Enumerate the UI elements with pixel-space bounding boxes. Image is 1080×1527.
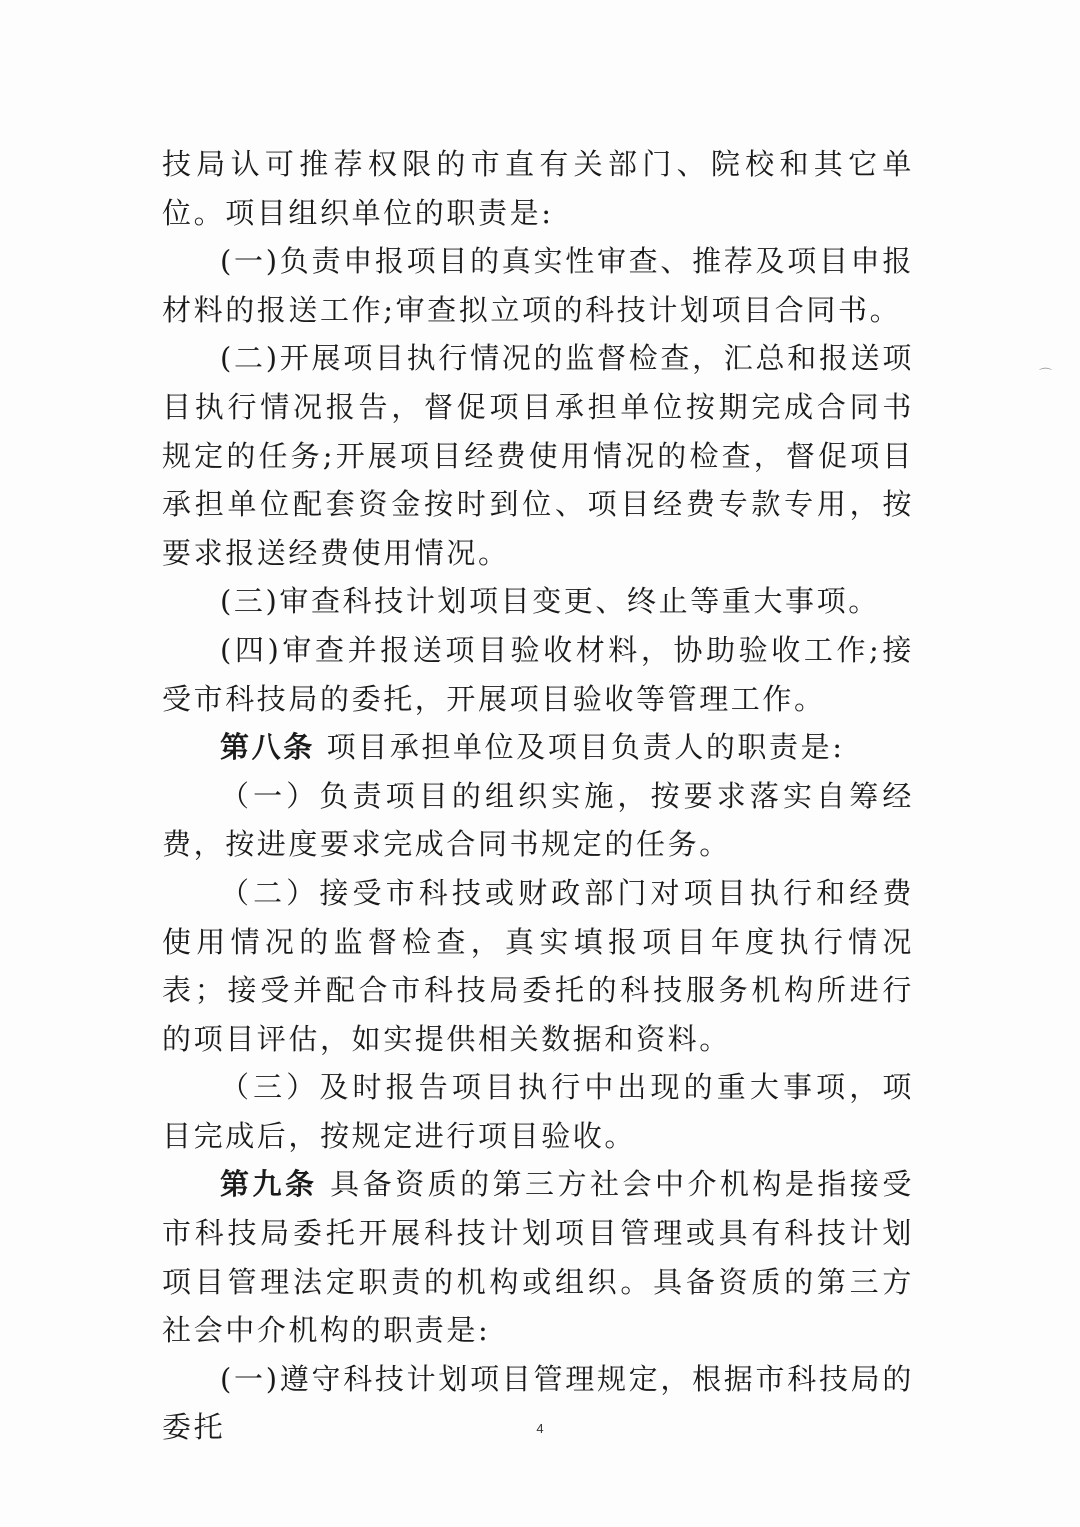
paragraph-text: 项目承担单位及项目负责人的职责是: [314,730,845,765]
paragraph-duty-4 [162,626,914,723]
paragraph-text: （二）接受市科技或财政部门对项目执行和经费使用情况的监督检查，真实填报项目年度执行情况表；接受并配合市科技局委托的科技服务机构所进行的项目评估，如实提供相关数据和资料。 [162,875,914,1056]
page-number: 4 [536,1421,544,1436]
paragraph-text: 具备资质的第三方社会中介机构是指接受市科技局委托开展科技计划项目管理或具有科技计划项目管理法定职责的机构或组织。具备资质的第三方社会中介机构的职责是: [162,1167,914,1348]
paragraph-article-9 [162,1160,914,1354]
paragraph-article-8-item-2 [162,869,914,1063]
paragraph-organizer-intro [162,140,914,237]
paragraph-text: (三)审查科技计划项目变更、终止等重大事项。 [220,584,880,619]
paragraph-text: 技局认可推荐权限的市直有关部门、院校和其它单位。项目组织单位的职责是: [162,147,914,230]
paragraph-duty-2 [162,334,914,577]
paragraph-article-8 [162,723,914,772]
paragraph-article-8-item-3 [162,1063,914,1160]
paragraph-text: （一）负责项目的组织实施，按要求落实自筹经费，按进度要求完成合同书规定的任务。 [162,778,914,862]
article-label: 第八条 [220,730,315,765]
paragraph-text: (一)遵守科技计划项目管理规定，根据市科技局的委托 [162,1361,914,1445]
paragraph-duty-3 [162,577,914,626]
document-body [162,140,914,1452]
paragraph-article-9-item-1 [162,1355,914,1452]
paragraph-text: (四)审查并报送项目验收材料，协助验收工作;接受市科技局的委托，开展项目验收等管理工作。 [162,632,914,716]
paragraph-text: (一)负责申报项目的真实性审查、推荐及项目申报材料的报送工作;审查拟立项的科技计划项目合同书。 [162,244,914,327]
paragraph-duty-1 [162,237,914,334]
paragraph-article-8-item-1 [162,772,914,869]
paragraph-text: (二)开展项目执行情况的监督检查，汇总和报送项目执行情况报告，督促项目承担单位按期完成合同书规定的任务;开展项目经费使用情况的检查，督促项目承担单位配套资金按时到位、项目经费专款专用，按要求报送经费使用情况。 [162,341,914,570]
article-label: 第九条 [220,1167,318,1202]
scan-artifact-mark: ⌒ [1039,368,1053,383]
paragraph-text: （三）及时报告项目执行中出现的重大事项，项目完成后，按规定进行项目验收。 [162,1070,914,1153]
